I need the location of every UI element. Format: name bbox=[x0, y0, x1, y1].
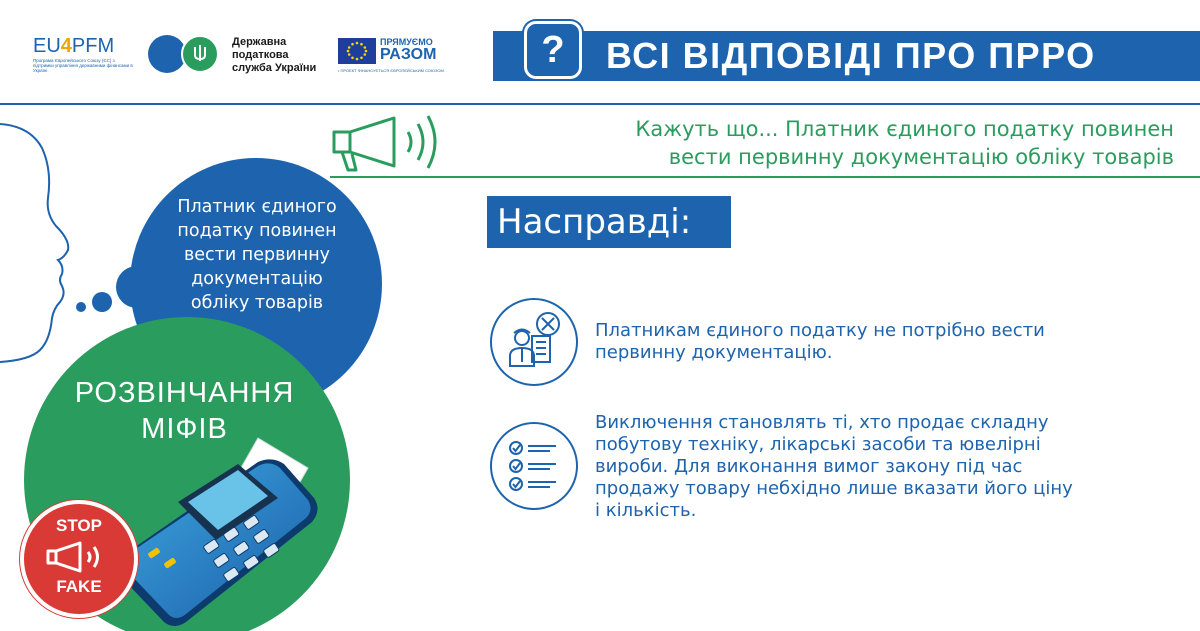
bubble-dot-small bbox=[76, 302, 86, 312]
megaphone-icon bbox=[328, 112, 448, 176]
myth-statement bbox=[454, 115, 1174, 171]
eu4pfm-subtitle: Програма Європейського Союзу (ЄС) з підтримки управління державними фінансами в Україні bbox=[33, 58, 133, 73]
fake-label: FAKE bbox=[56, 577, 102, 596]
thought-bubble-text bbox=[152, 195, 362, 315]
person-document-cross-icon bbox=[490, 298, 578, 386]
bubble-line-1: Платник єдиного bbox=[177, 197, 337, 217]
stop-fake-badge bbox=[20, 500, 138, 618]
stop-label: STOP bbox=[56, 516, 102, 535]
fact-1-line-2: первинну документацію. bbox=[595, 342, 833, 363]
question-mark-icon: ? bbox=[541, 29, 565, 71]
page-title: ВСІ ВІДПОВІДІ ПРО ПРРО bbox=[606, 35, 1096, 76]
truth-label: Насправді: bbox=[497, 202, 692, 242]
fact-2-line-5: і кількість. bbox=[595, 500, 697, 521]
trident-icon bbox=[193, 44, 207, 66]
fact-2-line-2: побутову техніку, лікарські засоби та ювелірні bbox=[595, 434, 1041, 455]
myth-line-1: Кажуть що... Платник єдиного податку повинен bbox=[635, 117, 1174, 141]
dps-line-2: податкова bbox=[232, 49, 289, 61]
eu4pfm-logo bbox=[33, 36, 133, 73]
myth-divider bbox=[330, 176, 1200, 178]
dps-logo-text bbox=[232, 36, 316, 75]
dps-line-3: служба України bbox=[232, 62, 317, 74]
pryamuemo-line-2: РАЗОМ bbox=[380, 46, 437, 63]
dps-logo bbox=[148, 35, 338, 79]
header bbox=[0, 0, 1200, 106]
bubble-line-5: обліку товарів bbox=[190, 293, 324, 313]
fact-2-line-4: продажу товару небхідно лише вказати його ціну bbox=[595, 478, 1073, 499]
eu4pfm-wordmark: EU4PFM bbox=[33, 35, 115, 57]
header-divider bbox=[0, 103, 1200, 105]
bubble-line-2: податку повинен bbox=[177, 221, 337, 241]
stop-megaphone-icon bbox=[46, 540, 112, 574]
question-badge bbox=[524, 21, 582, 79]
checklist-icon bbox=[490, 422, 578, 510]
fact-2-text bbox=[595, 412, 1155, 522]
eu-flag-icon bbox=[338, 38, 376, 64]
myth-line-2: вести первинну документацію обліку товарів bbox=[668, 145, 1174, 169]
bubble-line-3: вести первинну bbox=[183, 245, 331, 265]
bubble-dot-medium bbox=[92, 292, 112, 312]
fact-2-line-3: вироби. Для виконання вимог закону під час bbox=[595, 456, 1023, 477]
fact-1-line-1: Платникам єдиного податку не потрібно вести bbox=[595, 320, 1045, 341]
fact-2-line-1: Виключення становлять ті, хто продає складну bbox=[595, 412, 1049, 433]
pryamuemo-line-1: ПРЯМУЄМО bbox=[380, 37, 433, 47]
debunk-line-1: РОЗВІНЧАННЯ bbox=[74, 377, 295, 409]
dps-line-1: Державна bbox=[232, 36, 287, 48]
pryamuemo-subtitle: • ПРОЕКТ ФІНАНСУЄТЬСЯ ЄВРОПЕЙСЬКИМ СОЮЗОМ bbox=[338, 68, 444, 73]
pos-terminal-icon bbox=[108, 432, 328, 631]
bubble-line-4: документацію bbox=[191, 269, 323, 289]
fact-1-text bbox=[595, 320, 1155, 364]
debunk-line-2: МІФІВ bbox=[141, 413, 228, 445]
